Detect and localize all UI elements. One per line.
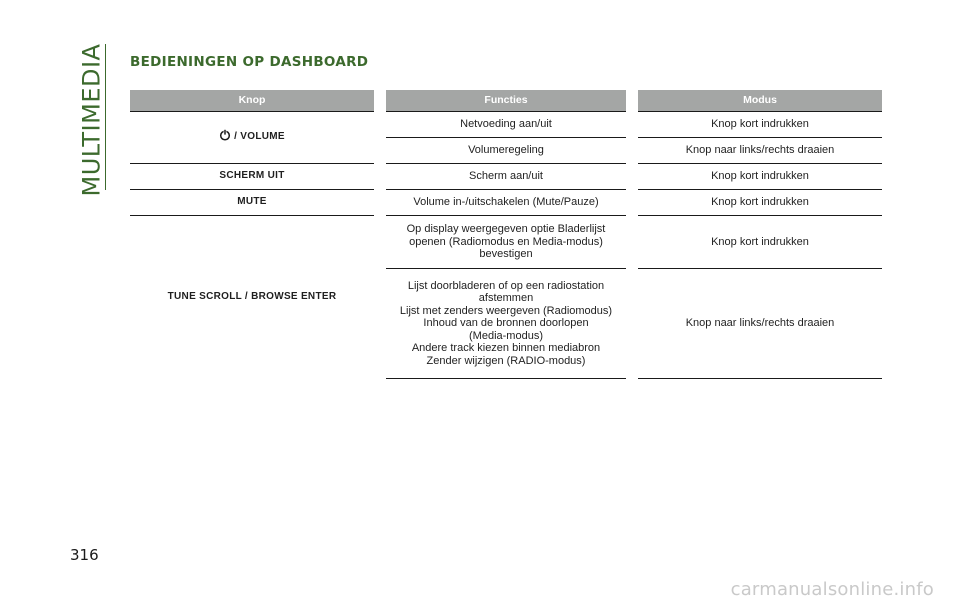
functie-line: Lijst met zenders weergeven (Radiomodus) [399,304,613,317]
functie-cell [386,216,626,269]
modus-cell: Knop kort indrukken [638,216,882,269]
functie-cell: Scherm aan/uit [386,164,626,190]
knop-cell-volume [130,112,374,164]
functie-line: Andere track kiezen binnen mediabron [411,342,601,355]
functie-line: bevestigen [479,248,533,261]
table-row [130,164,882,190]
knop-cell-scherm: SCHERM UIT [130,164,374,190]
functie-line: openen (Radiomodus en Media-modus) [409,235,603,248]
functie-cell: Volume in-/uitschakelen (Mute/Pauze) [386,190,626,216]
table-row [130,216,882,269]
modus-cell: Knop naar links/rechts draaien [638,138,882,164]
modus-cell: Knop naar links/rechts draaien [638,269,882,379]
functie-line: (Media-modus) [469,329,543,342]
functie-line: Inhoud van de bronnen doorlopen [423,317,589,330]
table-row [130,190,882,216]
table-header-row [130,90,882,112]
functie-cell [386,269,626,379]
side-label-text: MULTIMEDIA [77,43,105,197]
knop-label: / VOLUME [234,131,285,143]
table-row [130,112,882,138]
functie-line: afstemmen [478,292,534,305]
functie-cell: Netvoeding aan/uit [386,112,626,138]
knop-cell-mute: MUTE [130,190,374,216]
power-icon [219,129,231,146]
modus-cell: Knop kort indrukken [638,164,882,190]
controls-table [130,90,882,379]
page-number: 316 [70,546,99,564]
header-modus: Modus [638,90,882,112]
functie-cell: Volumeregeling [386,138,626,164]
header-knop: Knop [130,90,374,112]
section-side-label [62,43,120,197]
modus-cell: Knop kort indrukken [638,190,882,216]
side-divider [105,44,106,190]
watermark: carmanualsonline.info [730,579,934,600]
functie-line: Op display weergegeven optie Bladerlijst [406,223,606,236]
page-title: BEDIENINGEN OP DASHBOARD [130,54,369,70]
header-functies: Functies [386,90,626,112]
modus-cell: Knop kort indrukken [638,112,882,138]
knop-cell-tune: TUNE SCROLL / BROWSE ENTER [130,216,374,379]
functie-line: Lijst doorbladeren of op een radiostation [407,279,605,292]
functie-line: Zender wijzigen (RADIO-modus) [426,354,586,367]
